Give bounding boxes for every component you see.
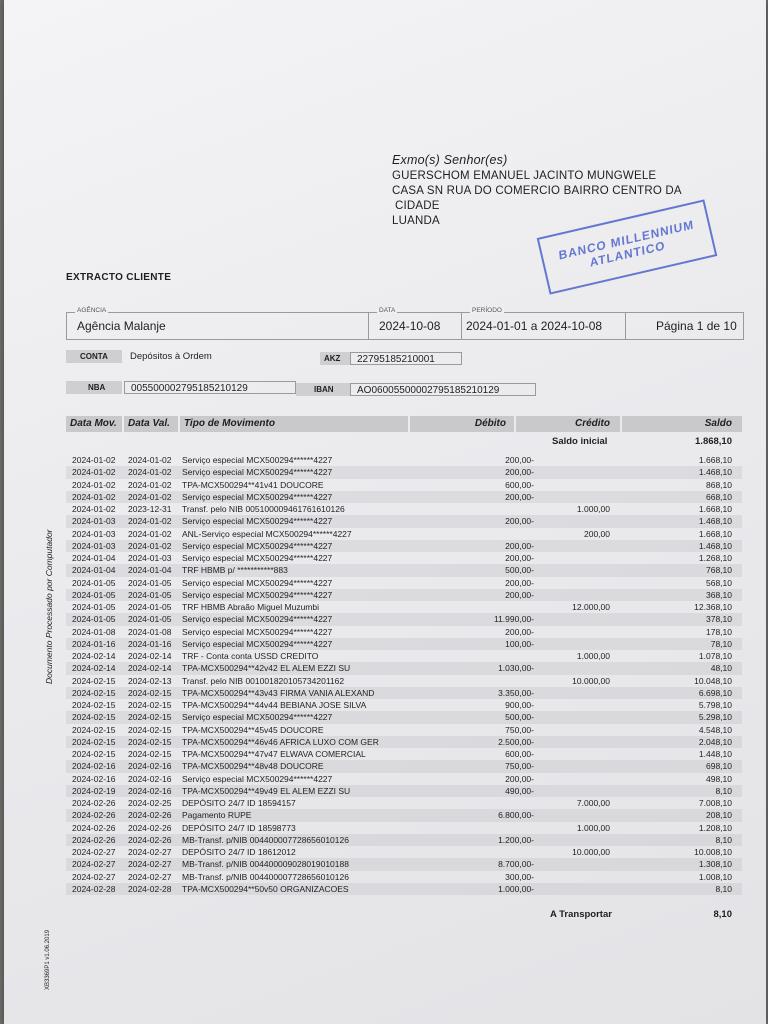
row-date-val: 2024-02-27 bbox=[128, 859, 172, 870]
recipient-address-line1: CASA SN RUA DO COMERCIO BAIRRO CENTRO DA bbox=[392, 185, 682, 197]
row-tipo: TRF HBMB Abraão Miguel Muzumbi bbox=[182, 602, 319, 612]
row-tipo: ANL-Serviço especial MCX500294******4227 bbox=[182, 528, 352, 539]
transactions-table bbox=[66, 454, 742, 895]
saldo-inicial-value: 1.868,10 bbox=[695, 436, 732, 447]
row-saldo: 1.468,10 bbox=[698, 540, 732, 551]
row-saldo: 1.668,10 bbox=[698, 528, 732, 539]
row-tipo: TPA-MCX500294**46v46 AFRICA LUXO COM GER bbox=[182, 736, 379, 747]
row-saldo: 8,10 bbox=[715, 883, 732, 894]
row-date-mov: 2024-01-02 bbox=[72, 504, 116, 514]
row-date-val: 2024-02-26 bbox=[128, 822, 172, 833]
row-debito: 1.030,00- bbox=[498, 663, 534, 674]
nba-label: NBA bbox=[66, 381, 122, 394]
row-tipo: MB-Transf. p/NIB 004400007728656010126 bbox=[182, 834, 349, 845]
row-saldo: 1.208,10 bbox=[698, 822, 732, 833]
row-tipo: TPA-MCX500294**48v48 DOUCORE bbox=[182, 761, 324, 772]
row-date-mov: 2024-02-26 bbox=[72, 810, 116, 821]
row-tipo: Serviço especial MCX500294******4227 bbox=[182, 589, 333, 600]
row-date-val: 2024-01-05 bbox=[128, 577, 172, 588]
row-tipo: TRF HBMB p/ ***********883 bbox=[182, 565, 288, 576]
table-row bbox=[66, 687, 742, 699]
row-date-val: 2024-01-08 bbox=[128, 626, 172, 637]
transportar-value: 8,10 bbox=[713, 909, 732, 920]
table-row bbox=[66, 528, 742, 540]
row-debito: 200,00- bbox=[505, 455, 534, 465]
row-date-val: 2024-02-15 bbox=[128, 700, 172, 710]
row-date-val: 2024-02-15 bbox=[128, 749, 172, 759]
table-row bbox=[66, 613, 742, 625]
row-saldo: 1.008,10 bbox=[698, 871, 732, 882]
row-debito: 200,00- bbox=[505, 773, 534, 784]
header-data-val: Data Val. bbox=[124, 416, 178, 432]
row-saldo: 868,10 bbox=[706, 479, 732, 490]
row-date-val: 2024-02-14 bbox=[128, 651, 172, 661]
row-saldo: 178,10 bbox=[706, 626, 732, 637]
header-saldo: Saldo bbox=[622, 416, 742, 432]
recipient-greeting: Exmo(s) Senhor(es) bbox=[392, 153, 508, 167]
period-label: PERÍODO bbox=[472, 307, 502, 314]
page-title: EXTRACTO CLIENTE bbox=[66, 272, 172, 283]
row-tipo: MB-Transf. p/NIB 004400007728656010126 bbox=[182, 871, 349, 882]
row-debito: 600,00- bbox=[505, 749, 534, 759]
row-tipo: Serviço especial MCX500294******4227 bbox=[182, 455, 333, 465]
row-date-val: 2024-02-16 bbox=[128, 761, 172, 772]
row-debito: 900,00- bbox=[505, 700, 534, 710]
row-saldo: 698,10 bbox=[706, 761, 732, 772]
table-row bbox=[66, 675, 742, 687]
iban-label: IBAN bbox=[296, 383, 350, 396]
row-date-val: 2024-02-15 bbox=[128, 712, 172, 723]
row-debito: 2.500,00- bbox=[498, 736, 534, 747]
row-date-mov: 2024-01-02 bbox=[72, 467, 116, 478]
row-debito: 3.350,00- bbox=[498, 687, 534, 698]
row-date-val: 2024-01-02 bbox=[128, 540, 172, 551]
period-cell bbox=[461, 307, 626, 339]
table-row bbox=[66, 491, 742, 503]
table-row bbox=[66, 626, 742, 638]
row-debito: 300,00- bbox=[505, 871, 534, 882]
row-date-val: 2024-01-02 bbox=[128, 528, 172, 539]
row-credito: 1.000,00 bbox=[576, 504, 610, 514]
table-row bbox=[66, 638, 742, 650]
row-date-mov: 2024-01-04 bbox=[72, 565, 116, 576]
row-saldo: 5.798,10 bbox=[698, 700, 732, 710]
row-saldo: 498,10 bbox=[706, 773, 732, 784]
row-date-val: 2024-02-15 bbox=[128, 687, 172, 698]
nba-value: 005500002795185210129 bbox=[124, 381, 296, 394]
row-date-mov: 2024-01-03 bbox=[72, 540, 116, 551]
row-debito: 200,00- bbox=[505, 553, 534, 563]
row-debito: 8.700,00- bbox=[498, 859, 534, 870]
row-date-val: 2024-02-15 bbox=[128, 724, 172, 735]
agency-cell bbox=[67, 307, 367, 339]
row-saldo: 6.698,10 bbox=[698, 687, 732, 698]
row-date-mov: 2024-01-05 bbox=[72, 614, 116, 625]
row-date-mov: 2024-02-16 bbox=[72, 773, 116, 784]
table-row bbox=[66, 466, 742, 478]
table-row bbox=[66, 760, 742, 772]
table-row bbox=[66, 662, 742, 674]
row-credito: 1.000,00 bbox=[576, 651, 610, 661]
row-date-mov: 2024-01-08 bbox=[72, 626, 116, 637]
transportar-label: A Transportar bbox=[550, 909, 612, 920]
row-date-mov: 2024-02-27 bbox=[72, 847, 116, 857]
row-credito: 1.000,00 bbox=[576, 822, 610, 833]
row-date-val: 2024-01-02 bbox=[128, 467, 172, 478]
row-saldo: 378,10 bbox=[706, 614, 732, 625]
row-debito: 6.800,00- bbox=[498, 810, 534, 821]
row-saldo: 10.048,10 bbox=[694, 675, 732, 686]
table-row bbox=[66, 479, 742, 491]
row-date-val: 2024-02-27 bbox=[128, 847, 172, 857]
page-number: Página 1 de 10 bbox=[656, 319, 737, 333]
row-date-val: 2024-02-14 bbox=[128, 663, 172, 674]
row-saldo: 2.048,10 bbox=[698, 736, 732, 747]
row-tipo: MB-Transf. p/NIB 004400009028019010188 bbox=[182, 859, 349, 870]
row-debito: 750,00- bbox=[505, 761, 534, 772]
side-form-code: XB3369P1 v1.06.2019 bbox=[45, 929, 51, 990]
table-row bbox=[66, 724, 742, 736]
row-tipo: Serviço especial MCX500294******4227 bbox=[182, 553, 333, 563]
recipient-address-line2: CIDADE bbox=[395, 200, 440, 212]
row-date-mov: 2024-02-15 bbox=[72, 736, 116, 747]
table-row bbox=[66, 503, 742, 515]
table-row bbox=[66, 797, 742, 809]
header-debito: Débito bbox=[410, 416, 514, 432]
row-saldo: 1.268,10 bbox=[698, 553, 732, 563]
date-cell bbox=[368, 307, 461, 339]
row-tipo: Serviço especial MCX500294******4227 bbox=[182, 577, 333, 588]
row-tipo: Serviço especial MCX500294******4227 bbox=[182, 540, 333, 551]
header-data-mov: Data Mov. bbox=[66, 416, 122, 432]
statement-info-box bbox=[66, 307, 744, 340]
row-date-mov: 2024-01-02 bbox=[72, 491, 116, 502]
account-number: 22795185210001 bbox=[350, 352, 462, 365]
row-date-mov: 2024-01-03 bbox=[72, 528, 116, 539]
row-saldo: 1.308,10 bbox=[698, 859, 732, 870]
row-date-mov: 2024-02-26 bbox=[72, 822, 116, 833]
row-date-val: 2023-12-31 bbox=[128, 504, 172, 514]
statement-page bbox=[4, 0, 766, 1024]
table-row bbox=[66, 748, 742, 760]
table-row bbox=[66, 540, 742, 552]
row-debito: 200,00- bbox=[505, 589, 534, 600]
recipient-city: LUANDA bbox=[392, 215, 440, 227]
row-tipo: TPA-MCX500294**44v44 BEBIANA JOSE SILVA bbox=[182, 700, 367, 710]
row-saldo: 4.548,10 bbox=[698, 724, 732, 735]
row-tipo: TPA-MCX500294**45v45 DOUCORE bbox=[182, 724, 324, 735]
row-date-val: 2024-01-05 bbox=[128, 614, 172, 625]
row-tipo: Serviço especial MCX500294******4227 bbox=[182, 614, 333, 625]
row-tipo: Serviço especial MCX500294******4227 bbox=[182, 467, 333, 478]
row-saldo: 1.668,10 bbox=[698, 504, 732, 514]
row-tipo: Serviço especial MCX500294******4227 bbox=[182, 626, 333, 637]
row-date-mov: 2024-02-15 bbox=[72, 712, 116, 723]
row-saldo: 1.078,10 bbox=[698, 651, 732, 661]
table-row bbox=[66, 454, 742, 466]
table-row bbox=[66, 515, 742, 527]
row-date-val: 2024-01-05 bbox=[128, 602, 172, 612]
row-tipo: Pagamento RUPE bbox=[182, 810, 252, 821]
table-row bbox=[66, 785, 742, 797]
row-tipo: Serviço especial MCX500294******4227 bbox=[182, 516, 333, 527]
table-row bbox=[66, 577, 742, 589]
row-saldo: 668,10 bbox=[706, 491, 732, 502]
row-date-val: 2024-02-26 bbox=[128, 810, 172, 821]
row-debito: 500,00- bbox=[505, 712, 534, 723]
row-debito: 490,00- bbox=[505, 785, 534, 796]
row-tipo: TPA-MCX500294**43v43 FIRMA VANIA ALEXAND bbox=[182, 687, 375, 698]
row-credito: 7.000,00 bbox=[576, 798, 610, 808]
row-date-val: 2024-02-28 bbox=[128, 883, 172, 894]
row-date-mov: 2024-02-15 bbox=[72, 675, 116, 686]
agency-label: AGÊNCIA bbox=[77, 307, 107, 314]
row-tipo: TPA-MCX500294**42v42 EL ALEM EZZI SU bbox=[182, 663, 351, 674]
row-saldo: 768,10 bbox=[706, 565, 732, 576]
row-tipo: Serviço especial MCX500294******4227 bbox=[182, 491, 333, 502]
row-saldo: 8,10 bbox=[715, 785, 732, 796]
row-saldo: 12.368,10 bbox=[694, 602, 732, 612]
row-tipo: TPA-MCX500294**50v50 ORGANIZACOES bbox=[182, 883, 349, 894]
row-tipo: Serviço especial MCX500294******4227 bbox=[182, 638, 333, 649]
table-header bbox=[66, 416, 742, 432]
row-debito: 11.990,00- bbox=[493, 614, 534, 625]
row-tipo: TPA-MCX500294**49v49 EL ALEM EZZI SU bbox=[182, 785, 351, 796]
row-date-mov: 2024-02-15 bbox=[72, 749, 116, 759]
table-row bbox=[66, 601, 742, 613]
row-tipo: TPA-MCX500294**41v41 DOUCORE bbox=[182, 479, 324, 490]
header-tipo: Tipo de Movimento bbox=[180, 416, 408, 432]
row-saldo: 1.448,10 bbox=[698, 749, 732, 759]
row-debito: 1.200,00- bbox=[498, 834, 534, 845]
row-date-mov: 2024-02-27 bbox=[72, 871, 116, 882]
row-date-val: 2024-02-16 bbox=[128, 773, 172, 784]
saldo-inicial-label: Saldo inicial bbox=[552, 436, 608, 447]
bank-stamp-text: BANCO MILLENNIUM ATLANTICO bbox=[558, 217, 695, 270]
recipient-name: GUERSCHOM EMANUEL JACINTO MUNGWELE bbox=[392, 170, 657, 182]
row-debito: 200,00- bbox=[505, 467, 534, 478]
row-date-val: 2024-01-02 bbox=[128, 491, 172, 502]
row-date-val: 2024-01-02 bbox=[128, 516, 172, 527]
account-label: CONTA bbox=[66, 350, 122, 363]
row-date-mov: 2024-02-15 bbox=[72, 724, 116, 735]
row-date-val: 2024-02-26 bbox=[128, 834, 172, 845]
row-saldo: 78,10 bbox=[710, 638, 732, 649]
row-debito: 600,00- bbox=[505, 479, 534, 490]
row-credito: 10.000,00 bbox=[572, 675, 610, 686]
row-saldo: 8,10 bbox=[715, 834, 732, 845]
row-date-mov: 2024-02-27 bbox=[72, 859, 116, 870]
table-row bbox=[66, 552, 742, 564]
header-credito: Crédito bbox=[516, 416, 620, 432]
row-saldo: 5.298,10 bbox=[698, 712, 732, 723]
row-date-mov: 2024-01-02 bbox=[72, 479, 116, 490]
table-row bbox=[66, 846, 742, 858]
table-row bbox=[66, 858, 742, 870]
row-date-mov: 2024-02-14 bbox=[72, 663, 116, 674]
row-date-val: 2024-02-25 bbox=[128, 798, 172, 808]
table-row bbox=[66, 711, 742, 723]
row-date-val: 2024-02-27 bbox=[128, 871, 172, 882]
row-date-val: 2024-01-02 bbox=[128, 479, 172, 490]
date-value: 2024-10-08 bbox=[379, 319, 441, 333]
row-date-mov: 2024-01-03 bbox=[72, 516, 116, 527]
row-tipo: TPA-MCX500294**47v47 ELWAVA COMERCIAL bbox=[182, 749, 366, 759]
row-tipo: Transf. pelo NIB 001001820105734201162 bbox=[182, 675, 345, 686]
table-row bbox=[66, 834, 742, 846]
table-row bbox=[66, 564, 742, 576]
row-debito: 200,00- bbox=[505, 516, 534, 527]
row-date-val: 2024-01-02 bbox=[128, 455, 172, 465]
row-date-mov: 2024-02-28 bbox=[72, 883, 116, 894]
row-debito: 100,00- bbox=[505, 638, 534, 649]
table-row bbox=[66, 589, 742, 601]
row-date-val: 2024-01-03 bbox=[128, 553, 172, 563]
table-row bbox=[66, 809, 742, 821]
row-tipo: DEPÓSITO 24/7 ID 18594157 bbox=[182, 798, 296, 808]
row-tipo: DEPÓSITO 24/7 ID 18598773 bbox=[182, 822, 296, 833]
row-tipo: TRF - Conta conta USSD CREDITO bbox=[182, 651, 319, 661]
row-saldo: 1.668,10 bbox=[698, 455, 732, 465]
row-date-val: 2024-01-05 bbox=[128, 589, 172, 600]
row-date-val: 2024-02-13 bbox=[128, 675, 172, 686]
row-date-mov: 2024-01-05 bbox=[72, 602, 116, 612]
agency-value: Agência Malanje bbox=[77, 319, 166, 333]
row-date-mov: 2024-02-19 bbox=[72, 785, 116, 796]
row-date-mov: 2024-01-16 bbox=[72, 638, 116, 649]
row-saldo: 368,10 bbox=[706, 589, 732, 600]
table-row bbox=[66, 822, 742, 834]
row-credito: 12.000,00 bbox=[572, 602, 610, 612]
table-row bbox=[66, 699, 742, 711]
row-tipo: Serviço especial MCX500294******4227 bbox=[182, 773, 333, 784]
row-saldo: 1.468,10 bbox=[698, 516, 732, 527]
row-debito: 1.000,00- bbox=[498, 883, 534, 894]
row-credito: 200,00 bbox=[584, 528, 610, 539]
row-saldo: 7.008,10 bbox=[698, 798, 732, 808]
row-date-mov: 2024-02-15 bbox=[72, 700, 116, 710]
row-debito: 200,00- bbox=[505, 540, 534, 551]
page-cell bbox=[625, 313, 743, 339]
row-date-val: 2024-01-04 bbox=[128, 565, 172, 576]
row-credito: 10.000,00 bbox=[572, 847, 610, 857]
row-debito: 200,00- bbox=[505, 577, 534, 588]
row-saldo: 1.468,10 bbox=[698, 467, 732, 478]
row-date-val: 2024-02-15 bbox=[128, 736, 172, 747]
row-tipo: Transf. pelo NIB 005100009461761610126 bbox=[182, 504, 345, 514]
date-label: DATA bbox=[379, 307, 396, 314]
side-processed-note: Documento Processado por Computador bbox=[44, 529, 54, 684]
account-type: Depósitos à Ordem bbox=[130, 351, 212, 362]
row-tipo: DEPÓSITO 24/7 ID 18612012 bbox=[182, 847, 296, 857]
row-date-mov: 2024-02-26 bbox=[72, 798, 116, 808]
table-row bbox=[66, 650, 742, 662]
row-date-mov: 2024-01-04 bbox=[72, 553, 116, 563]
iban-value: AO06005500002795185210129 bbox=[350, 383, 536, 396]
table-row bbox=[66, 871, 742, 883]
row-date-mov: 2024-01-05 bbox=[72, 577, 116, 588]
row-date-mov: 2024-02-26 bbox=[72, 834, 116, 845]
currency-label: AKZ bbox=[320, 352, 350, 365]
row-debito: 200,00- bbox=[505, 491, 534, 502]
row-debito: 200,00- bbox=[505, 626, 534, 637]
row-date-mov: 2024-02-14 bbox=[72, 651, 116, 661]
table-row bbox=[66, 736, 742, 748]
row-debito: 750,00- bbox=[505, 724, 534, 735]
table-row bbox=[66, 773, 742, 785]
row-saldo: 10.008,10 bbox=[694, 847, 732, 857]
row-saldo: 208,10 bbox=[706, 810, 732, 821]
row-date-mov: 2024-01-02 bbox=[72, 455, 116, 465]
row-saldo: 568,10 bbox=[706, 577, 732, 588]
row-date-val: 2024-01-16 bbox=[128, 638, 172, 649]
row-debito: 500,00- bbox=[505, 565, 534, 576]
row-date-mov: 2024-02-16 bbox=[72, 761, 116, 772]
row-tipo: Serviço especial MCX500294******4227 bbox=[182, 712, 333, 723]
row-saldo: 48,10 bbox=[710, 663, 732, 674]
row-date-mov: 2024-01-05 bbox=[72, 589, 116, 600]
row-date-mov: 2024-02-15 bbox=[72, 687, 116, 698]
period-value: 2024-01-01 a 2024-10-08 bbox=[466, 319, 603, 333]
row-date-val: 2024-02-16 bbox=[128, 785, 172, 796]
table-row bbox=[66, 883, 742, 895]
